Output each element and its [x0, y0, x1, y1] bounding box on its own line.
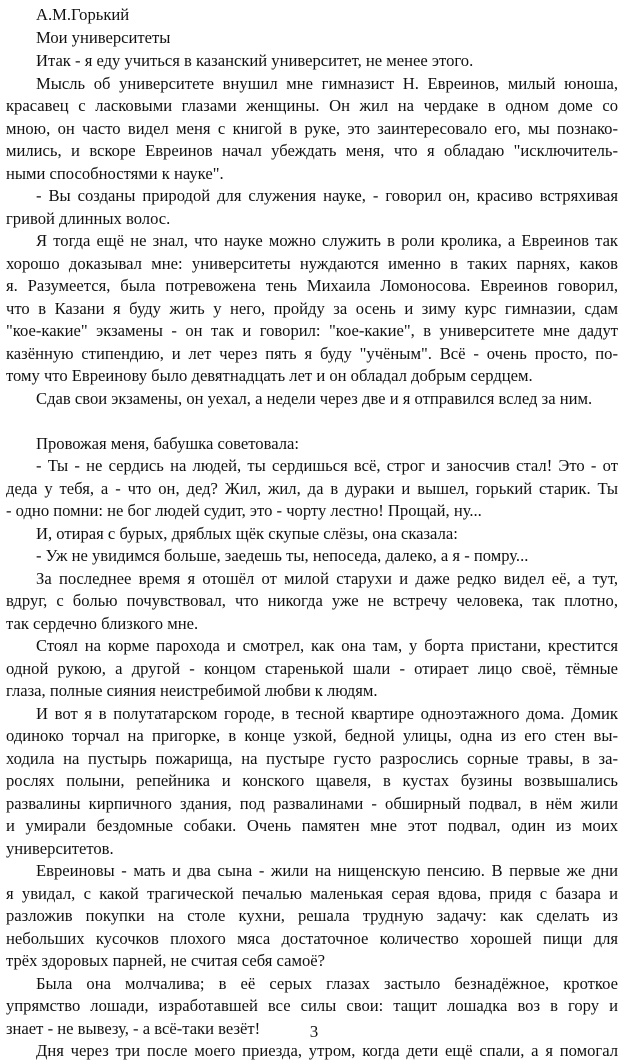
- text-line: Я тогда ещё не знал, что науке можно служить в роли кролика, а Евреинов так: [36, 231, 618, 250]
- author-line: А.М.Горький: [36, 5, 130, 24]
- text-line: И, отирая с бурых, дряблых щёк скупые слёзы, она сказала:: [36, 523, 458, 543]
- text-line: глаза, полные сияния неистребимой любви к людям.: [6, 681, 378, 700]
- text-line: небольших кусочков плохого мяса достаточное количество хорошей пищи для: [6, 928, 618, 948]
- text-line: Провожая меня, бабушка советовала:: [36, 433, 299, 453]
- text-line: "кое-какие" экзамены - он так и говорил: "кое-какие", в университете мне дадут: [6, 321, 618, 340]
- text-line: Итак - я еду учиться в казанский университет, не менее этого.: [36, 51, 474, 70]
- text-line: Сдав свои экзамены, он уехал, а недели через две и я отправился вслед за ним.: [36, 388, 593, 408]
- text-line: развалины кирпичного здания, под развалинами - обширный подвал, в нём жили: [6, 793, 618, 813]
- text-line: вдруг, с болью почувствовал, что никогда уже не встречу человека, так плотно,: [6, 591, 618, 610]
- text-line: - одно помни: не бог людей судит, это - чорту лестно! Прощай, ну...: [6, 501, 482, 520]
- text-line: что в Казани я буду жить у него, пройду за осень и зиму курс гимназии, сдам: [6, 298, 618, 318]
- text-line: И вот я в полутатарском городе, в тесной квартире одноэтажного дома. Домик: [36, 703, 618, 723]
- text-line: - Уж не увидимся больше, заедешь ты, непоседа, далеко, а я - помру...: [36, 546, 529, 565]
- text-line: - Ты - не сердись на людей, ты сердишься всё, строг и заносчив стал! Это - от: [36, 456, 618, 475]
- text-line: я увидал, с какой трагической печалью маленькая серая вдова, придя с базара и: [6, 883, 618, 903]
- text-line: знает - не вывезу, - а всё-таки везёт!: [6, 1018, 261, 1038]
- text-line: ными способностями к науке".: [6, 163, 224, 183]
- text-line: одной рукою, а другой - концом старенькой шали - отирает лицо своё, тёмные: [6, 658, 618, 678]
- text-line: тому что Евреинову было девятнадцать лет и он обладал добрым сердцем.: [6, 366, 533, 385]
- text-line: разложив покупки на столе кухни, решала трудную задачу: как сделать из: [6, 906, 618, 925]
- text-line: деда у тебя, а - что он, дед? Жил, жил, да в дураки и вышел, горький старик. Ты: [6, 478, 618, 498]
- text-line: я. Разумеется, была потревожена тень Михаила Ломоносова. Евреинов говорил,: [6, 276, 618, 295]
- text-line: мною, он часто видел меня с книгой в руке, это заинтересовало его, мы познако-: [6, 118, 618, 138]
- text-line: - Вы созданы природой для служения науке, - говорил он, красиво встряхивая: [36, 186, 618, 205]
- text-line: гривой длинных волос.: [6, 208, 171, 228]
- text-line: Стоял на корме парохода и смотрел, как она там, у борта пристани, крестится: [36, 636, 618, 655]
- text-line: Евреиновы - мать и два сына - жили на нищенскую пенсию. В первые же дни: [36, 861, 618, 880]
- text-line: Мысль об университете внушил мне гимназист Н. Евреинов, милый юноша,: [36, 73, 618, 93]
- page-number: 3: [309, 1022, 319, 1041]
- text-line: Была она молчалива; в её серых глазах застыло безнадёжное, кроткое: [36, 973, 618, 993]
- text-line: рослях полыни, репейника и конского щавеля, в кустах бузины возвышались: [6, 771, 618, 790]
- text-line: так сердечно близкого мне.: [6, 613, 199, 633]
- text-line: красавец с ласковыми глазами женщины. Он жил на чердаке в одном доме со: [6, 96, 618, 115]
- text-line: хорошо доказывал мне: университеты нуждаются именно в таких парнях, каков: [6, 253, 618, 273]
- title-line: Мои университеты: [36, 28, 171, 47]
- text-line: казённую стипендию, и лет через пять я буду "учёным". Всё - очень просто, по-: [6, 343, 618, 363]
- text-line: мились, и вскоре Евреинов начал убеждать меня, что я обладаю "исключитель-: [6, 141, 618, 160]
- text-line: трёх здоровых парней, не считая себя самоё?: [6, 951, 326, 970]
- text-line: ходила на пустырь пожарища, на пустыре густо разрослись сорные травы, в за-: [6, 748, 618, 768]
- text-line: Дня через три после моего приезда, утром, когда дети ещё спали, а я помогал: [36, 1041, 618, 1060]
- text-line: университетов.: [6, 838, 114, 858]
- text-line: одиноко торчал на пригорке, в конце узкой, бедной улицы, одна из его стен вы-: [6, 726, 618, 745]
- text-line: упрямство лошади, изработавшей все силы свои: тащит лошадка воз в гору и: [6, 996, 618, 1015]
- text-line: и умирали бездомные собаки. Очень памятен мне этот подвал, один из моих: [6, 816, 618, 835]
- text-line: За последнее время я отошёл от милой старухи и даже редко видел её, а тут,: [36, 568, 618, 588]
